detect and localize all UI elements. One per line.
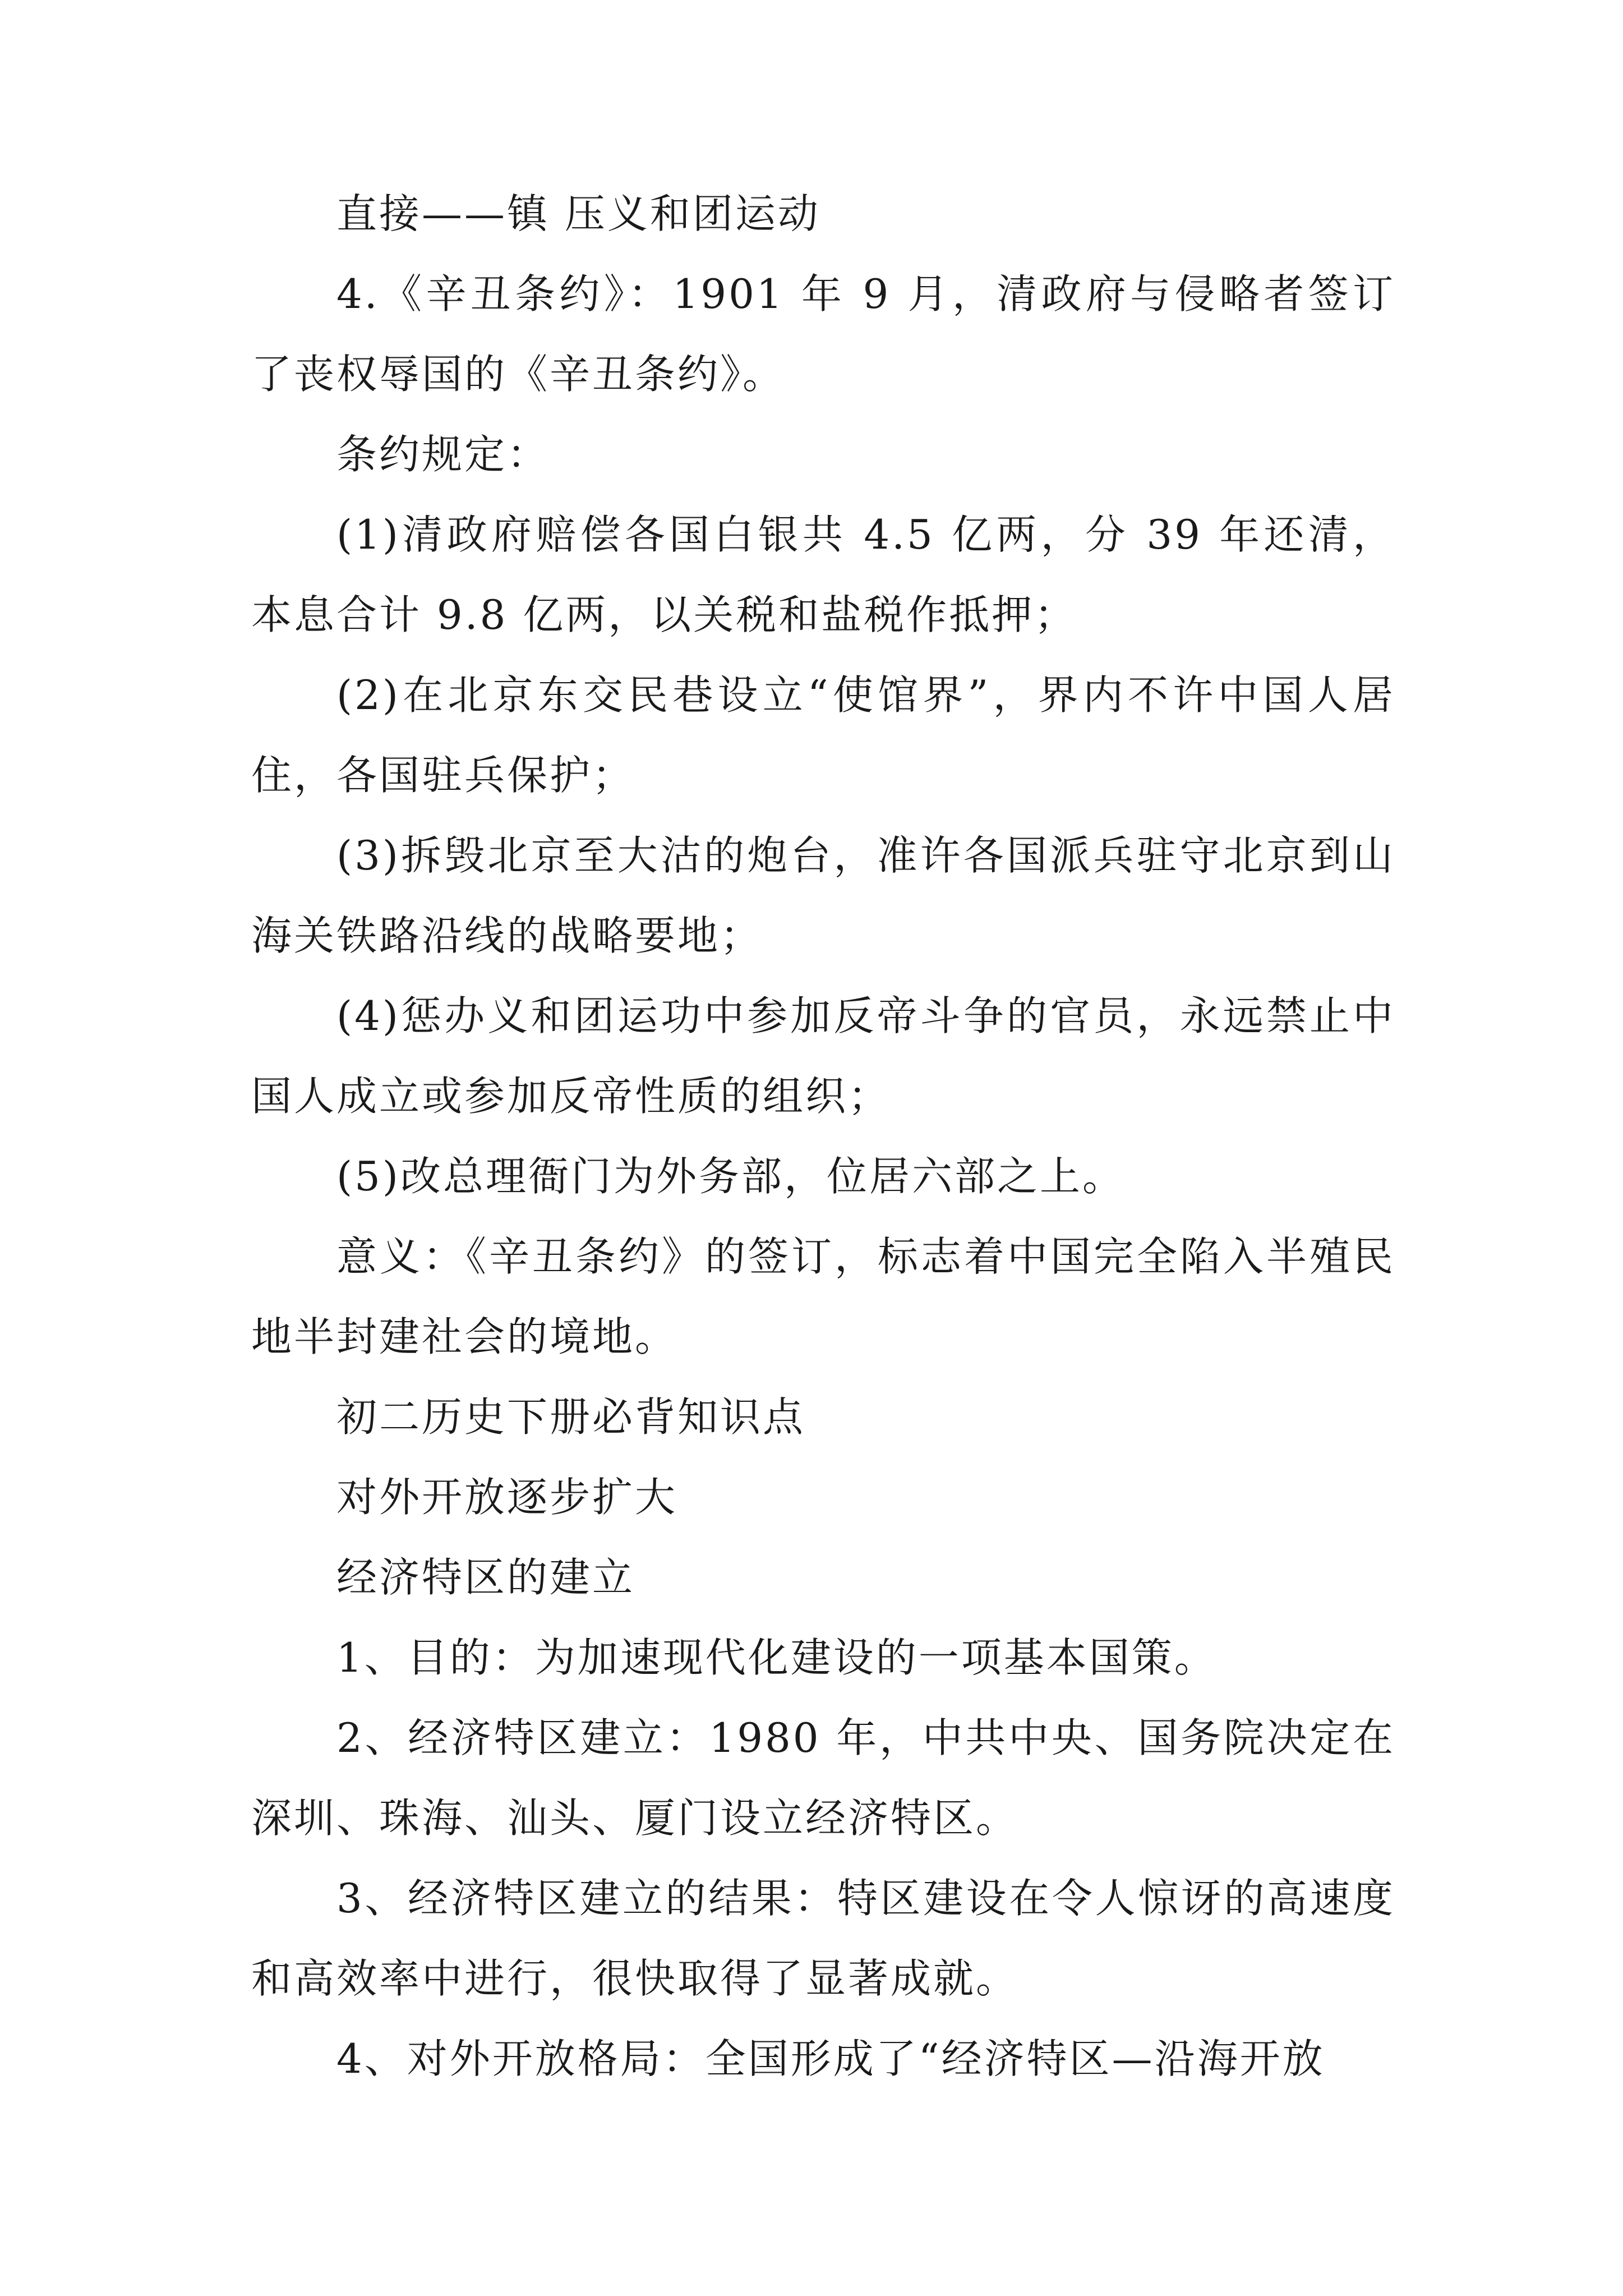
paragraph-section-title: 初二历史下册必背知识点 bbox=[336, 1393, 806, 1441]
paragraph-sez-results: 3、经济特区建立的结果：特区建设在令人惊讶的高速度和高效率中进行，很快取得了显著成就。 bbox=[251, 1875, 1395, 2002]
paragraph-treaty-terms-heading: 条约规定： bbox=[336, 431, 550, 478]
paragraph-sez-purpose: 1、目的：为加速现代化建设的一项基本国策。 bbox=[336, 1634, 1217, 1681]
paragraph-significance: 意义：《辛丑条约》的签订，标志着中国完全陷入半殖民地半封建社会的境地。 bbox=[251, 1233, 1395, 1360]
paragraph-term-1: (1)清政府赔偿各国白银共 4.5 亿两，分 39 年还清，本息合计 9.8 亿两，以关税和盐税作抵押； bbox=[251, 511, 1395, 638]
paragraph-term-5: (5)改总理衙门为外务部，位居六部之上。 bbox=[336, 1153, 1125, 1200]
paragraph-boxer-protocol: 4.《辛丑条约》：1901 年 9 月，清政府与侵略者签订了丧权辱国的《辛丑条约》。 bbox=[251, 270, 1395, 398]
paragraph-opening-up: 对外开放逐步扩大 bbox=[336, 1474, 678, 1521]
paragraph-suppress-boxers: 直接——镇 压义和团运动 bbox=[336, 190, 820, 237]
paragraph-term-2: (2)在北京东交民巷设立“使馆界”，界内不许中国人居住，各国驻兵保护； bbox=[251, 671, 1395, 799]
paragraph-sez-heading: 经济特区的建立 bbox=[336, 1554, 635, 1601]
paragraph-term-4: (4)惩办义和团运功中参加反帝斗争的官员，永远禁止中国人成立或参加反帝性质的组织； bbox=[251, 992, 1395, 1120]
paragraph-opening-pattern: 4、对外开放格局：全国形成了“经济特区—沿海开放 bbox=[336, 2035, 1325, 2082]
paragraph-sez-establishment: 2、经济特区建立：1980 年，中共中央、国务院决定在深圳、珠海、汕头、厦门设立经济特区。 bbox=[251, 1714, 1395, 1842]
document-body bbox=[251, 174, 1395, 2099]
paragraph-term-3: (3)拆毁北京至大沽的炮台，准许各国派兵驻守北京到山海关铁路沿线的战略要地； bbox=[251, 832, 1395, 959]
